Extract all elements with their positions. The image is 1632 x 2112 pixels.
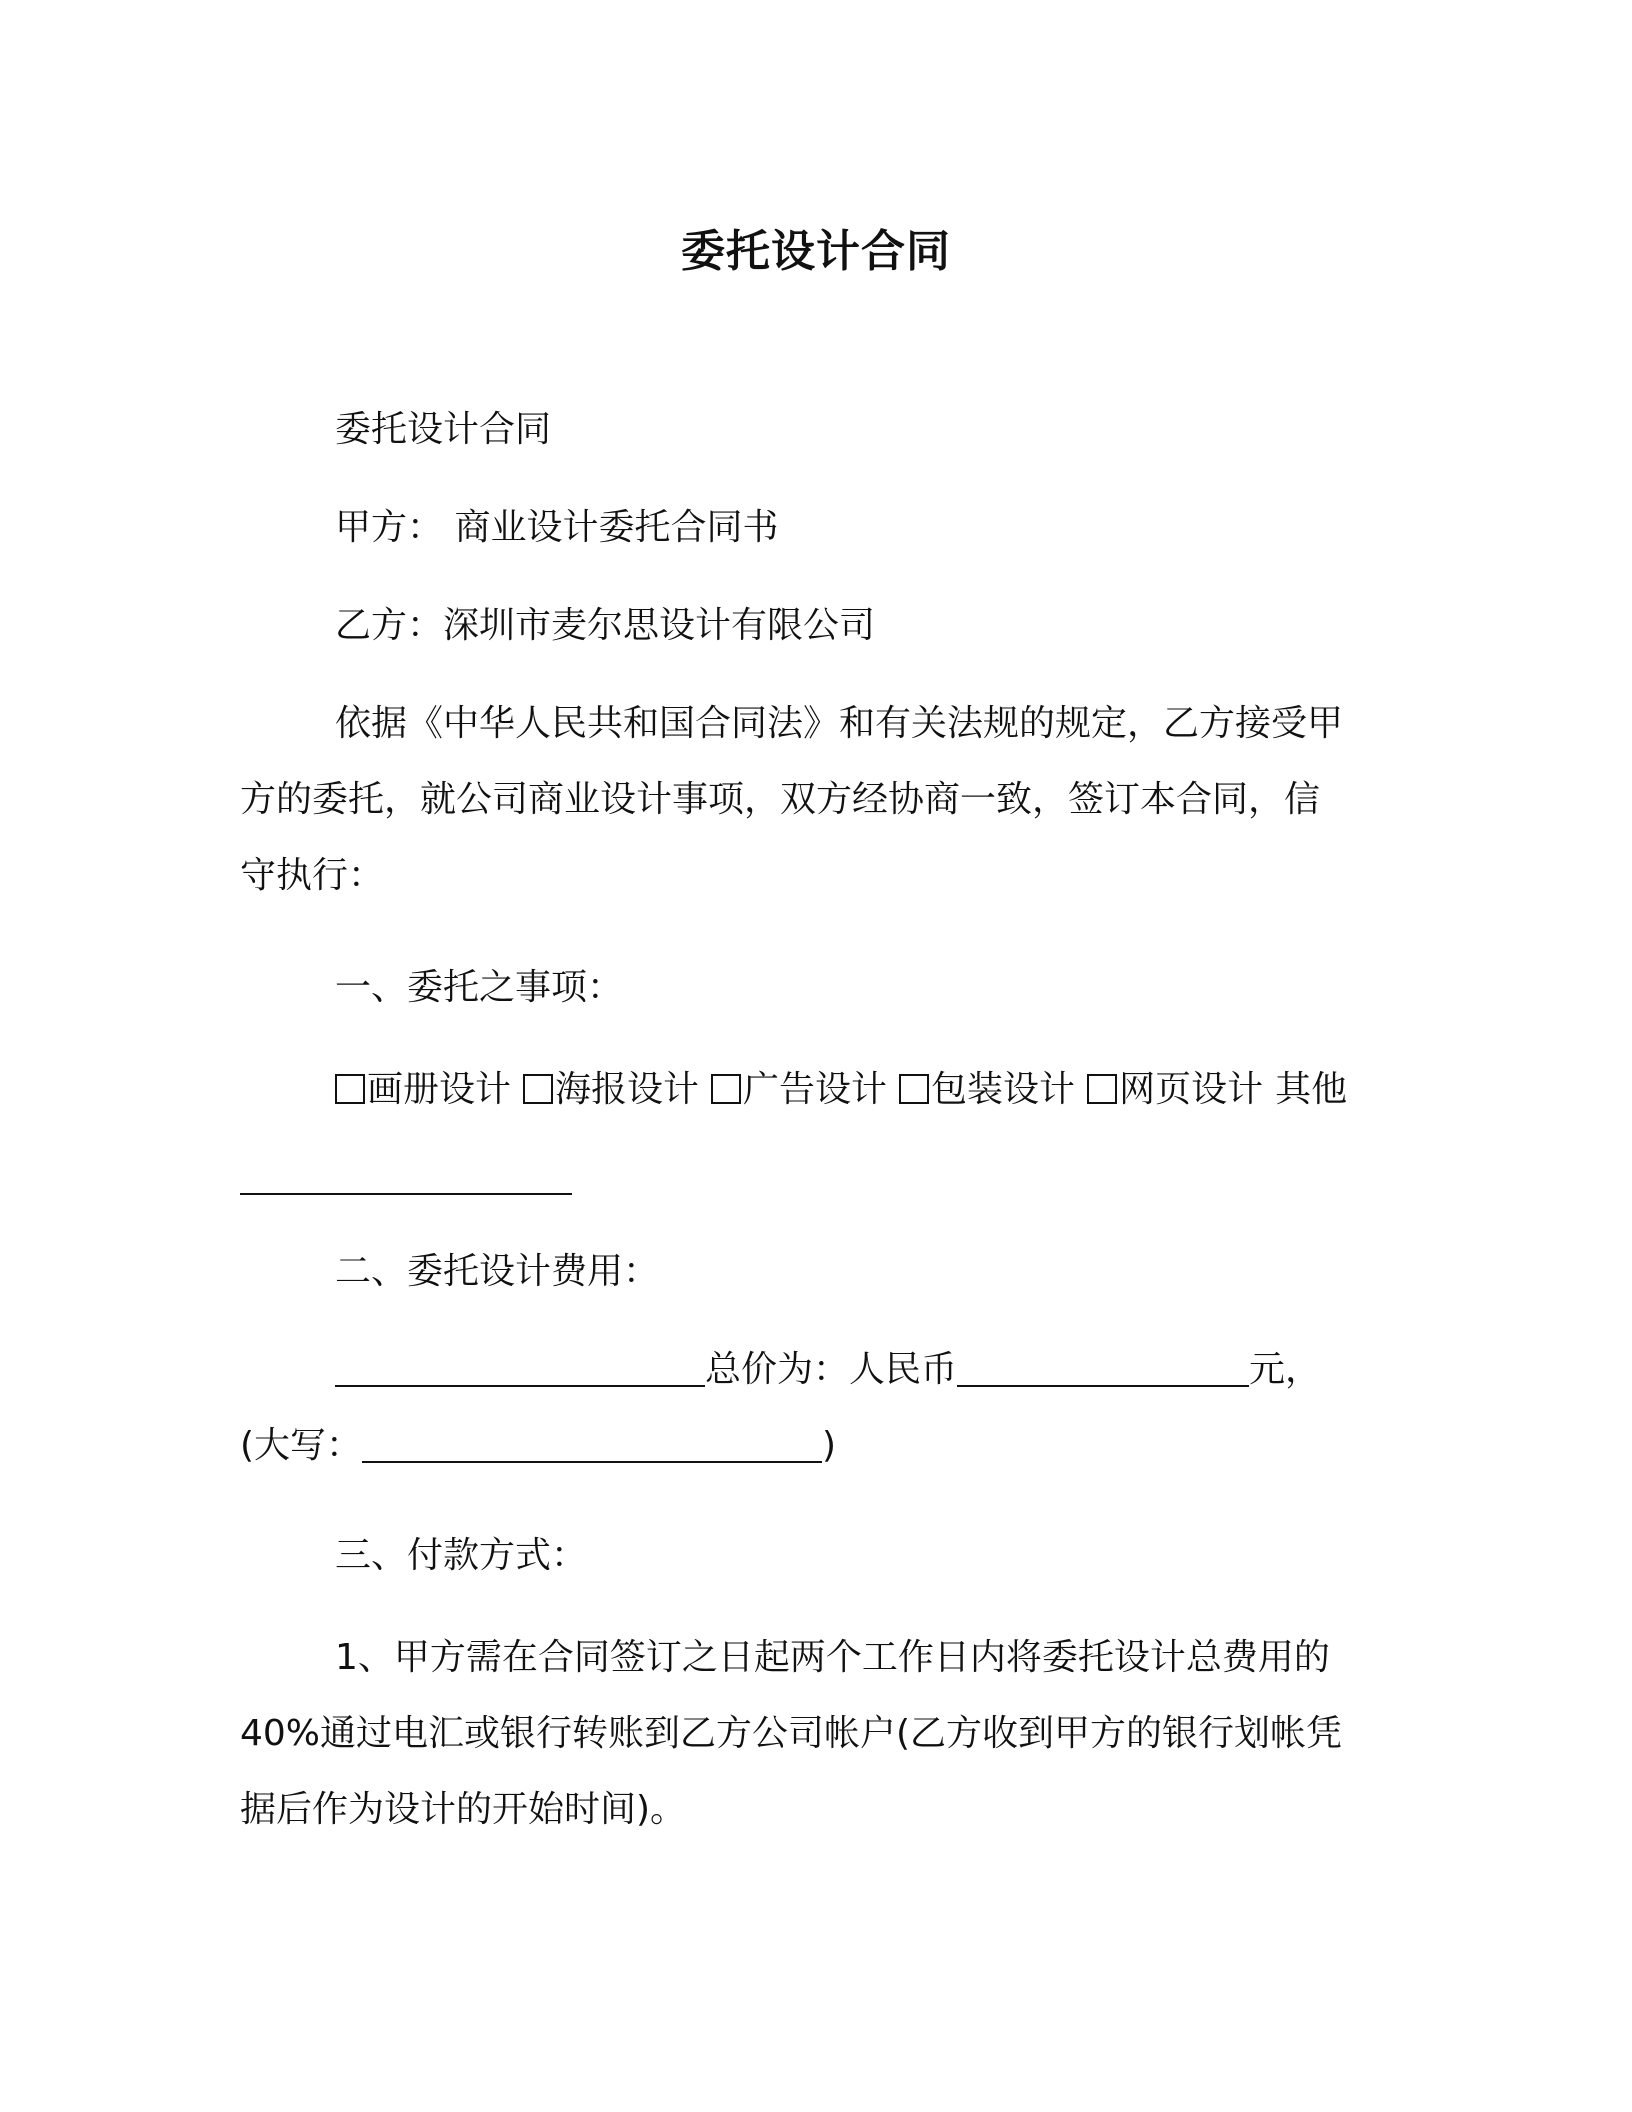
- payment-item-1: [240, 1620, 1380, 1848]
- checkbox[interactable]: [711, 1074, 741, 1104]
- checkbox[interactable]: [523, 1074, 553, 1104]
- intro-paragraph: [240, 686, 1380, 914]
- section-1-heading: 一、委托之事项：: [335, 967, 624, 1008]
- other-blank[interactable]: [240, 1153, 572, 1195]
- document-title: 委托设计合同: [681, 226, 951, 277]
- total-price-label: 总价为：人民币: [705, 1349, 958, 1390]
- option-poster[interactable]: [523, 1069, 699, 1110]
- party-a-line: 甲方： 商业设计委托合同书: [335, 507, 779, 548]
- checkbox[interactable]: [1087, 1074, 1117, 1104]
- option-label: 画册设计: [367, 1069, 512, 1110]
- option-advertisement[interactable]: [711, 1069, 887, 1110]
- currency-unit: 元，: [1249, 1349, 1322, 1390]
- option-packaging[interactable]: [899, 1069, 1075, 1110]
- subtitle: 委托设计合同: [335, 409, 552, 450]
- payment-line-1: 1、甲方需在合同签订之日起两个工作日内将委托设计总费用的: [335, 1637, 1330, 1678]
- fee-paragraph: [240, 1332, 1380, 1484]
- section-3-heading: 三、付款方式：: [335, 1535, 588, 1576]
- uppercase-amount-blank[interactable]: [362, 1421, 822, 1463]
- fee-line-2: [240, 1408, 1380, 1484]
- service-options-row: [240, 1052, 1475, 1128]
- party-b-line: 乙方：深圳市麦尔思设计有限公司: [335, 605, 876, 646]
- option-other-label: 其他: [1275, 1069, 1348, 1110]
- option-label: 海报设计: [555, 1069, 700, 1110]
- option-webpage[interactable]: [1087, 1069, 1263, 1110]
- uppercase-open: (大写：: [240, 1425, 363, 1466]
- payment-line-2: 40%通过电汇或银行转账到乙方公司帐户(乙方收到甲方的银行划帐凭: [240, 1713, 1343, 1754]
- other-blank-line: [240, 1140, 1380, 1216]
- amount-blank[interactable]: [957, 1345, 1249, 1387]
- uppercase-close: ): [822, 1425, 837, 1466]
- option-label: 网页设计: [1119, 1069, 1264, 1110]
- fee-line-1: [240, 1332, 1380, 1408]
- intro-line-2: 方的委托，就公司商业设计事项，双方经协商一致，签订本合同，信: [240, 779, 1321, 820]
- section-2-heading: 二、委托设计费用：: [335, 1251, 660, 1292]
- checkbox[interactable]: [335, 1074, 365, 1104]
- option-brochure[interactable]: [335, 1069, 511, 1110]
- intro-line-3: 守执行：: [240, 855, 385, 896]
- option-label: 包装设计: [931, 1069, 1076, 1110]
- intro-line-1: 依据《中华人民共和国合同法》和有关法规的规定，乙方接受甲: [335, 703, 1344, 744]
- fee-description-blank[interactable]: [335, 1345, 705, 1387]
- option-label: 广告设计: [743, 1069, 888, 1110]
- checkbox[interactable]: [899, 1074, 929, 1104]
- payment-line-3: 据后作为设计的开始时间)。: [240, 1789, 687, 1830]
